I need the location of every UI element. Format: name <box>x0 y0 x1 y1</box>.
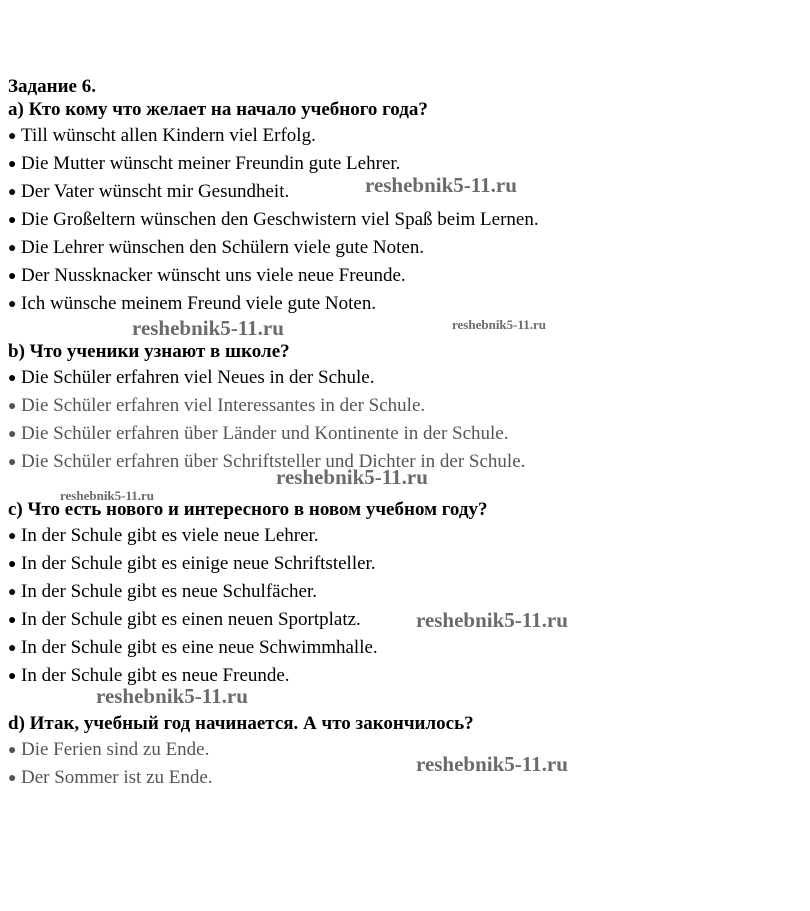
bullet-icon: ● <box>8 213 17 228</box>
watermark: reshebnik5-11.ru <box>96 684 248 708</box>
section-c <box>8 498 798 690</box>
list-item <box>8 606 798 634</box>
item-text: Die Mutter wünscht meiner Freundin gute Lehrer. <box>21 153 401 174</box>
list-item <box>8 364 798 392</box>
list-item <box>8 392 798 420</box>
watermark: reshebnik5-11.ru <box>60 488 155 503</box>
list-item <box>8 578 798 606</box>
watermark: reshebnik5-11.ru <box>452 317 547 332</box>
watermark: reshebnik5-11.ru <box>132 316 284 340</box>
section-c-list <box>8 522 798 690</box>
item-text: In der Schule gibt es viele neue Lehrer. <box>21 525 319 546</box>
list-item <box>8 550 798 578</box>
section-b-list <box>8 364 798 476</box>
bullet-icon: ● <box>8 529 17 544</box>
bullet-icon: ● <box>8 269 17 284</box>
list-item <box>8 764 798 792</box>
item-text: In der Schule gibt es einen neuen Sportplatz. <box>21 609 361 630</box>
bullet-icon: ● <box>8 185 17 200</box>
item-text: In der Schule gibt es eine neue Schwimmhalle. <box>21 637 378 658</box>
bullet-icon: ● <box>8 641 17 656</box>
watermark: reshebnik5-11.ru <box>416 752 568 776</box>
list-item <box>8 234 798 262</box>
section-d-list <box>8 736 798 792</box>
section-a-heading: a) Кто кому что желает на начало учебного года? <box>8 99 428 120</box>
task-title: Задание 6. <box>8 76 96 97</box>
section-d <box>8 712 798 792</box>
bullet-icon: ● <box>8 241 17 256</box>
item-text: Die Lehrer wünschen den Schülern viele gute Noten. <box>21 237 425 258</box>
item-text: Die Schüler erfahren viel Interessantes in der Schule. <box>21 395 426 416</box>
item-text: In der Schule gibt es einige neue Schriftsteller. <box>21 553 376 574</box>
bullet-icon: ● <box>8 557 17 572</box>
section-b <box>8 340 798 476</box>
bullet-icon: ● <box>8 585 17 600</box>
list-item <box>8 206 798 234</box>
section-c-heading: c) Что есть нового и интересного в новом учебном году? <box>8 499 488 520</box>
item-text: In der Schule gibt es neue Freunde. <box>21 665 290 686</box>
list-item <box>8 522 798 550</box>
item-text: Die Großeltern wünschen den Geschwistern viel Spaß beim Lernen. <box>21 209 539 230</box>
section-b-heading: b) Что ученики узнают в школе? <box>8 341 290 362</box>
bullet-icon: ● <box>8 669 17 684</box>
watermark: reshebnik5-11.ru <box>365 173 517 197</box>
bullet-icon: ● <box>8 743 17 758</box>
list-item <box>8 262 798 290</box>
bullet-icon: ● <box>8 427 17 442</box>
bullet-icon: ● <box>8 371 17 386</box>
section-d-heading: d) Итак, учебный год начинается. А что закончилось? <box>8 713 474 734</box>
bullet-icon: ● <box>8 399 17 414</box>
list-item <box>8 420 798 448</box>
bullet-icon: ● <box>8 771 17 786</box>
bullet-icon: ● <box>8 455 17 470</box>
item-text: Die Schüler erfahren über Länder und Kontinente in der Schule. <box>21 423 509 444</box>
item-text: Der Nussknacker wünscht uns viele neue Freunde. <box>21 265 406 286</box>
bullet-icon: ● <box>8 613 17 628</box>
list-item <box>8 634 798 662</box>
section-a <box>8 98 798 318</box>
section-a-list <box>8 122 798 318</box>
item-text: Die Schüler erfahren über Schriftsteller und Dichter in der Schule. <box>21 451 526 472</box>
watermark: reshebnik5-11.ru <box>416 608 568 632</box>
list-item <box>8 736 798 764</box>
item-text: In der Schule gibt es neue Schulfächer. <box>21 581 317 602</box>
item-text: Die Schüler erfahren viel Neues in der Schule. <box>21 367 375 388</box>
item-text: Till wünscht allen Kindern viel Erfolg. <box>21 125 316 146</box>
item-text: Der Sommer ist zu Ende. <box>21 767 213 788</box>
bullet-icon: ● <box>8 129 17 144</box>
item-text: Ich wünsche meinem Freund viele gute Noten. <box>21 293 377 314</box>
item-text: Der Vater wünscht mir Gesundheit. <box>21 181 290 202</box>
item-text: Die Ferien sind zu Ende. <box>21 739 210 760</box>
watermark: reshebnik5-11.ru <box>276 465 428 489</box>
bullet-icon: ● <box>8 297 17 312</box>
list-item <box>8 122 798 150</box>
list-item <box>8 290 798 318</box>
bullet-icon: ● <box>8 157 17 172</box>
